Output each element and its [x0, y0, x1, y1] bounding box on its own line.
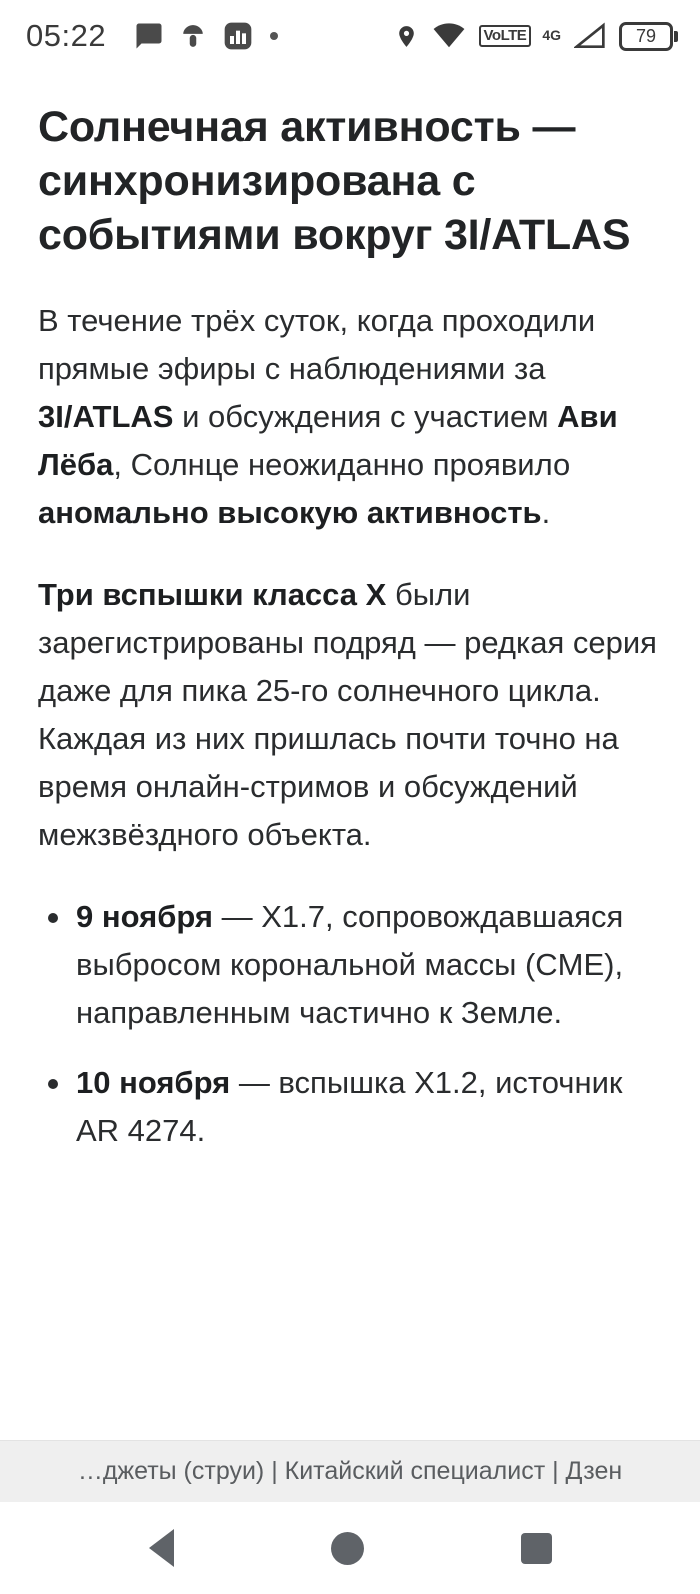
emphasis-text: 3I/ATLAS	[38, 398, 174, 434]
emphasis-text: Ави Лёба	[38, 398, 618, 482]
battery-indicator	[619, 22, 678, 51]
back-button-icon[interactable]	[149, 1529, 174, 1567]
article-bullet-list	[38, 893, 662, 1155]
article-paragraph	[38, 297, 662, 537]
body-text: — X1.7, сопровождавшаяся выбросом корональной массы (CME), направленным частично к Земле.	[76, 899, 624, 1031]
battery-cap-icon	[674, 31, 678, 42]
body-text: В течение трёх суток, когда проходили прямые эфиры с наблюдениями за	[38, 302, 596, 386]
dot-icon	[270, 32, 278, 40]
list-item	[38, 893, 662, 1037]
system-navigation-bar	[0, 1502, 700, 1594]
caption-text: …джеты (струи) | Китайский специалист | Дзен	[77, 1457, 623, 1485]
chat-bubble-icon	[134, 21, 164, 51]
status-clock: 05:22	[26, 18, 107, 53]
body-text: и обсуждения с участием	[173, 398, 558, 434]
emphasis-text: 9 ноября	[76, 899, 213, 935]
status-right-icons	[394, 21, 678, 52]
network-type-indicator: 4G	[542, 26, 561, 43]
signal-bars-icon	[574, 22, 606, 50]
body-text: , Солнце неожиданно проявило	[113, 446, 571, 482]
status-left-icons	[134, 20, 278, 52]
home-button-icon[interactable]	[331, 1532, 364, 1565]
chart-app-icon	[222, 20, 254, 52]
article-paragraph	[38, 571, 662, 859]
emphasis-text: аномально высокую активность	[38, 494, 542, 530]
battery-level: 79	[619, 22, 673, 51]
wifi-icon	[432, 22, 466, 50]
article-paragraphs	[38, 297, 662, 860]
article-title: Солнечная активность — синхронизирована с событиями вокруг 3I/ATLAS	[38, 103, 631, 260]
volte-indicator: VoLTE	[479, 25, 532, 47]
article-content[interactable]	[0, 72, 700, 1440]
body-text: — вспышка X1.2, источник AR 4274.	[76, 1065, 623, 1149]
emphasis-text: Три вспышки класса X	[38, 576, 387, 612]
location-icon	[394, 21, 419, 52]
emphasis-text: 10 ноября	[76, 1065, 231, 1101]
page-caption-bar[interactable]	[0, 1440, 700, 1502]
body-text: были зарегистрированы подряд — редкая серия даже для пика 25-го солнечного цикла. Каждая из них пришлась почти точно на время онлайн-стримов и обсуждений межзвёздного объекта.	[38, 576, 657, 852]
list-item	[38, 1059, 662, 1155]
mushroom-icon	[180, 21, 206, 51]
status-bar	[0, 0, 700, 72]
body-text: .	[541, 494, 551, 530]
recents-button-icon[interactable]	[521, 1533, 552, 1564]
